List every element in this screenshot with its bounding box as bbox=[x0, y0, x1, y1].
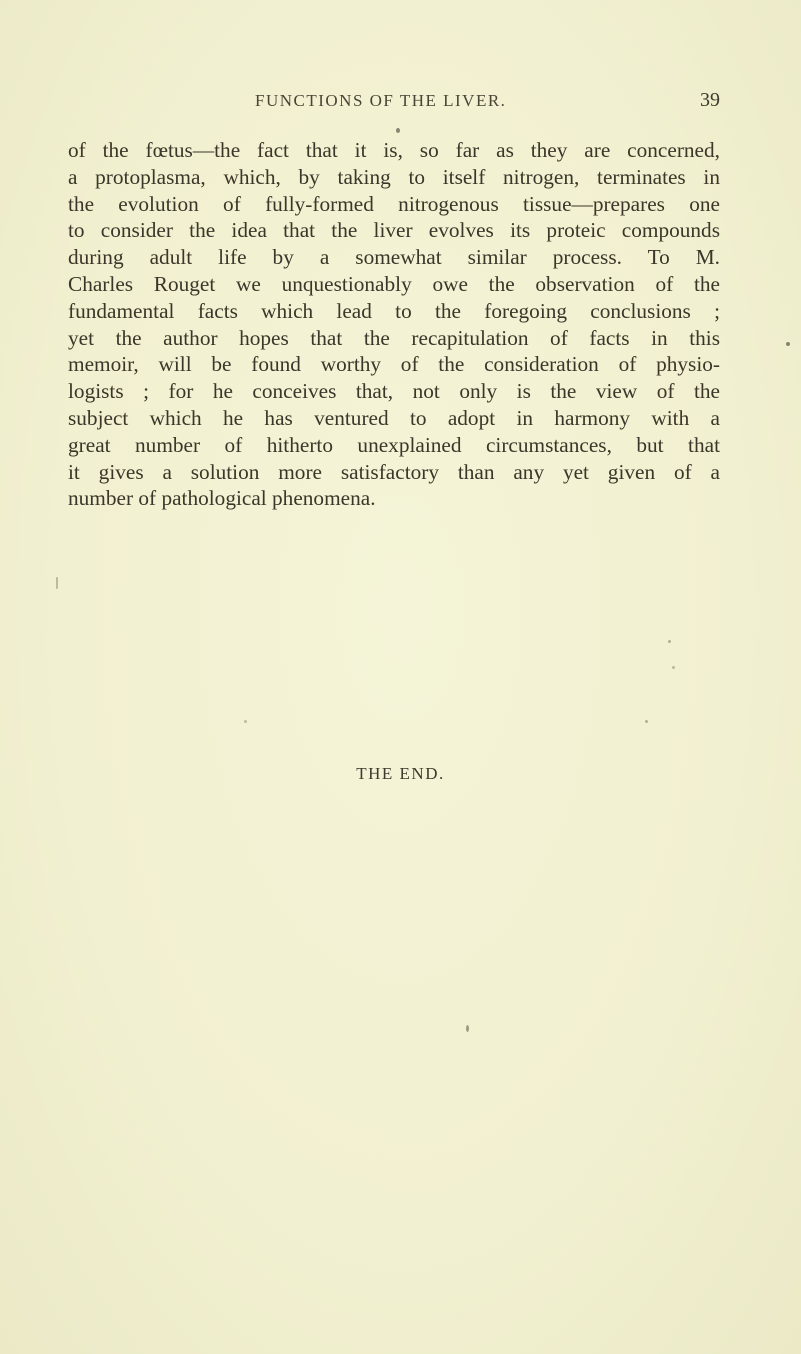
body-paragraph bbox=[68, 137, 720, 512]
paper-speck bbox=[396, 128, 400, 133]
text-line: fundamental facts which lead to the foregoing conclusions ; bbox=[68, 298, 720, 323]
text-line: of the fœtus—the fact that it is, so far as they are concerned, bbox=[68, 138, 720, 162]
paper-speck bbox=[668, 640, 671, 643]
paper-speck bbox=[645, 720, 648, 723]
running-title: FUNCTIONS OF THE LIVER. bbox=[255, 91, 507, 110]
paper-speck bbox=[786, 342, 790, 346]
text-line: a protoplasma, which, by taking to itself nitrogen, terminates in bbox=[68, 164, 720, 189]
running-head bbox=[60, 91, 720, 115]
text-line: memoir, will be found worthy of the consideration of physio- bbox=[68, 352, 720, 377]
text-line: during adult life by a somewhat similar process. To M. bbox=[68, 245, 720, 270]
text-line: subject which he has ventured to adopt in harmony with a bbox=[68, 405, 720, 430]
text-line: Charles Rouget we unquestionably owe the observation of the bbox=[68, 271, 720, 296]
text-line: the evolution of fully-formed nitrogenous tissue—prepares one bbox=[68, 191, 720, 216]
text-line: to consider the idea that the liver evolves its proteic compounds bbox=[68, 218, 720, 243]
text-line: it gives a solution more satisfactory than any yet given of a bbox=[68, 459, 720, 484]
text-line: great number of hitherto unexplained circumstances, but that bbox=[68, 432, 720, 457]
text-line: logists ; for he conceives that, not only is the view of the bbox=[68, 379, 720, 404]
text-line: yet the author hopes that the recapitulation of facts in this bbox=[68, 325, 720, 350]
paper-speck bbox=[56, 577, 58, 589]
paper-speck bbox=[244, 720, 247, 723]
page-number: 39 bbox=[700, 89, 720, 111]
the-end-text: THE END. bbox=[356, 764, 445, 783]
paper-speck bbox=[466, 1025, 469, 1032]
text-line: number of pathological phenomena. bbox=[68, 486, 376, 511]
paper-speck bbox=[672, 666, 675, 669]
